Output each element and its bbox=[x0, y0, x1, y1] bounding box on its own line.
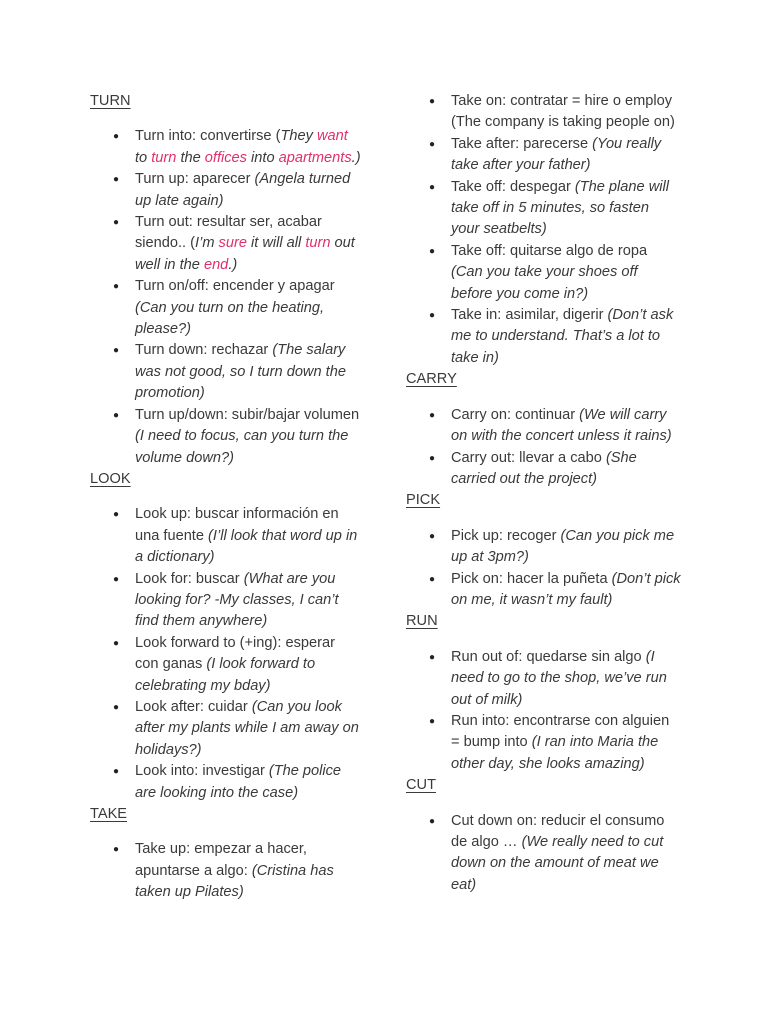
list-item bbox=[406, 711, 681, 775]
section-heading-look: LOOK bbox=[90, 470, 131, 487]
example-text: out well in the bbox=[135, 235, 355, 273]
definition-text: Take on: contratar = hire o employ (The company is taking people on) bbox=[451, 93, 675, 131]
definition-text: Carry on: continuar bbox=[451, 406, 580, 423]
example-text: .) bbox=[228, 256, 238, 273]
example-text: (I’ll look that word up in a dictionary) bbox=[135, 527, 358, 566]
phrasal-verb-list bbox=[90, 839, 362, 903]
example-text: (Can you look after my plants while I am away on holidays?) bbox=[135, 698, 359, 758]
example-text: (Don’t ask me to understand. That’s a lot to take in) bbox=[451, 307, 674, 366]
example-text: They bbox=[280, 128, 317, 145]
list-item bbox=[90, 697, 362, 761]
example-text: (She carried out the project) bbox=[451, 449, 637, 487]
definition-text: Turn on/off: encender y apagar bbox=[135, 278, 335, 295]
example-text: (We really need to cut down on the amount of meat we eat) bbox=[451, 834, 664, 893]
definition-text: Turn up/down: subir/bajar volumen bbox=[135, 406, 360, 423]
example-text: (Cristina has taken up Pilates) bbox=[135, 862, 334, 901]
list-item bbox=[90, 633, 362, 697]
example-text: (Can you turn on the heating, please?) bbox=[135, 299, 325, 338]
section-heading-cut: CUT bbox=[406, 777, 436, 794]
example-text: (We will carry on with the concert unless it rains) bbox=[451, 406, 672, 445]
example-text: the bbox=[176, 149, 205, 166]
list-item bbox=[406, 569, 681, 612]
definition-text: Look for: buscar bbox=[135, 570, 244, 587]
left-column bbox=[90, 91, 362, 904]
section-heading-run: RUN bbox=[406, 613, 438, 630]
example-text: (Angela turned up late again) bbox=[135, 171, 351, 209]
example-text: it will all bbox=[246, 235, 306, 252]
section-heading-pick: PICK bbox=[406, 492, 441, 509]
phrasal-verb-list bbox=[406, 526, 681, 612]
list-item bbox=[90, 761, 362, 804]
example-text: I’m bbox=[195, 235, 219, 252]
section-heading-turn: TURN bbox=[90, 93, 131, 109]
definition-text: Take in: asimilar, digerir bbox=[451, 307, 608, 324]
definition-text: Take up: empezar a hacer, apuntarse a algo: bbox=[135, 841, 307, 879]
definition-text: Run into: encontrarse con alguien = bump into bbox=[451, 712, 670, 751]
example-text: to bbox=[135, 149, 152, 166]
example-text: (Don’t pick on me, it wasn’t my fault) bbox=[451, 570, 681, 608]
phrasal-verb-list bbox=[406, 405, 681, 491]
example-text: (Can you pick me up at 3pm?) bbox=[451, 527, 675, 566]
section-heading-take: TAKE bbox=[90, 806, 128, 822]
example-text: (I need to go to the shop, we’ve run out of milk) bbox=[451, 648, 667, 708]
definition-text: Turn down: rechazar bbox=[135, 342, 273, 359]
definition-text: Carry out: llevar a cabo bbox=[451, 449, 606, 466]
list-item bbox=[406, 91, 681, 134]
example-text: .) bbox=[351, 149, 361, 166]
section-heading-carry: CARRY bbox=[406, 371, 457, 388]
example-text: (Can you take your shoes off before you come in?) bbox=[451, 264, 638, 302]
right-column bbox=[406, 91, 681, 896]
definition-text: Pick up: recoger bbox=[451, 527, 561, 544]
definition-text: Pick on: hacer la puñeta bbox=[451, 570, 612, 587]
definition-text: Take off: quitarse algo de ropa bbox=[451, 242, 648, 259]
list-item bbox=[406, 134, 681, 177]
phrasal-verb-list bbox=[406, 811, 681, 897]
highlighted-word: want bbox=[316, 128, 348, 145]
example-text: (What are you looking for? -My classes, I can’t find them anywhere) bbox=[135, 570, 339, 630]
definition-text: Turn up: aparecer bbox=[135, 171, 255, 188]
definition-text: Look after: cuidar bbox=[135, 698, 252, 715]
definition-text: Cut down on: reducir el consumo de algo … bbox=[451, 812, 665, 850]
list-item bbox=[90, 504, 362, 568]
phrasal-verb-list bbox=[90, 126, 362, 469]
list-item bbox=[406, 647, 681, 711]
example-text: (I ran into Maria the other day, she looks amazing) bbox=[451, 734, 659, 772]
definition-text: Take off: despegar bbox=[451, 178, 575, 195]
list-item bbox=[90, 839, 362, 903]
highlighted-word: turn bbox=[151, 149, 177, 166]
example-text: into bbox=[246, 149, 279, 166]
phrasal-verb-list bbox=[90, 504, 362, 804]
example-text: (The salary was not good, so I turn down the promotion) bbox=[135, 342, 346, 402]
list-item bbox=[406, 241, 681, 305]
highlighted-word: sure bbox=[218, 235, 247, 252]
example-text: (The police are looking into the case) bbox=[135, 763, 342, 801]
definition-text: Turn into: convertirse ( bbox=[135, 128, 281, 145]
highlighted-word: apartments bbox=[278, 149, 352, 166]
list-item bbox=[406, 305, 681, 369]
list-item bbox=[406, 526, 681, 569]
definition-text: Turn out: resultar ser, acabar siendo.. ( bbox=[135, 214, 322, 252]
example-text: (I need to focus, can you turn the volume down?) bbox=[135, 428, 349, 466]
list-item bbox=[406, 177, 681, 241]
list-item bbox=[90, 569, 362, 633]
definition-text: Look into: investigar bbox=[135, 763, 269, 780]
example-text: (I look forward to celebrating my bday) bbox=[135, 656, 316, 694]
highlighted-word: end bbox=[203, 256, 229, 273]
definition-text: Take after: parecerse bbox=[451, 135, 593, 152]
list-item bbox=[406, 811, 681, 897]
list-item bbox=[90, 169, 362, 212]
definition-text: Look forward to (+ing): esperar con ganas bbox=[135, 634, 335, 673]
highlighted-word: offices bbox=[204, 149, 247, 166]
list-item bbox=[406, 405, 681, 448]
list-item bbox=[90, 340, 362, 404]
example-text: (The plane will take off in 5 minutes, so fasten your seatbelts) bbox=[451, 178, 669, 238]
definition-text: Look up: buscar información en una fuente bbox=[135, 506, 339, 544]
list-item bbox=[406, 448, 681, 491]
list-item bbox=[90, 126, 362, 169]
list-item bbox=[90, 212, 362, 276]
list-item bbox=[90, 276, 362, 340]
phrasal-verb-list bbox=[406, 647, 681, 775]
list-item bbox=[90, 405, 362, 469]
phrasal-verb-list bbox=[406, 91, 681, 369]
example-text: (You really take after your father) bbox=[451, 135, 662, 174]
definition-text: Run out of: quedarse sin algo bbox=[451, 648, 646, 665]
highlighted-word: turn bbox=[305, 235, 331, 252]
